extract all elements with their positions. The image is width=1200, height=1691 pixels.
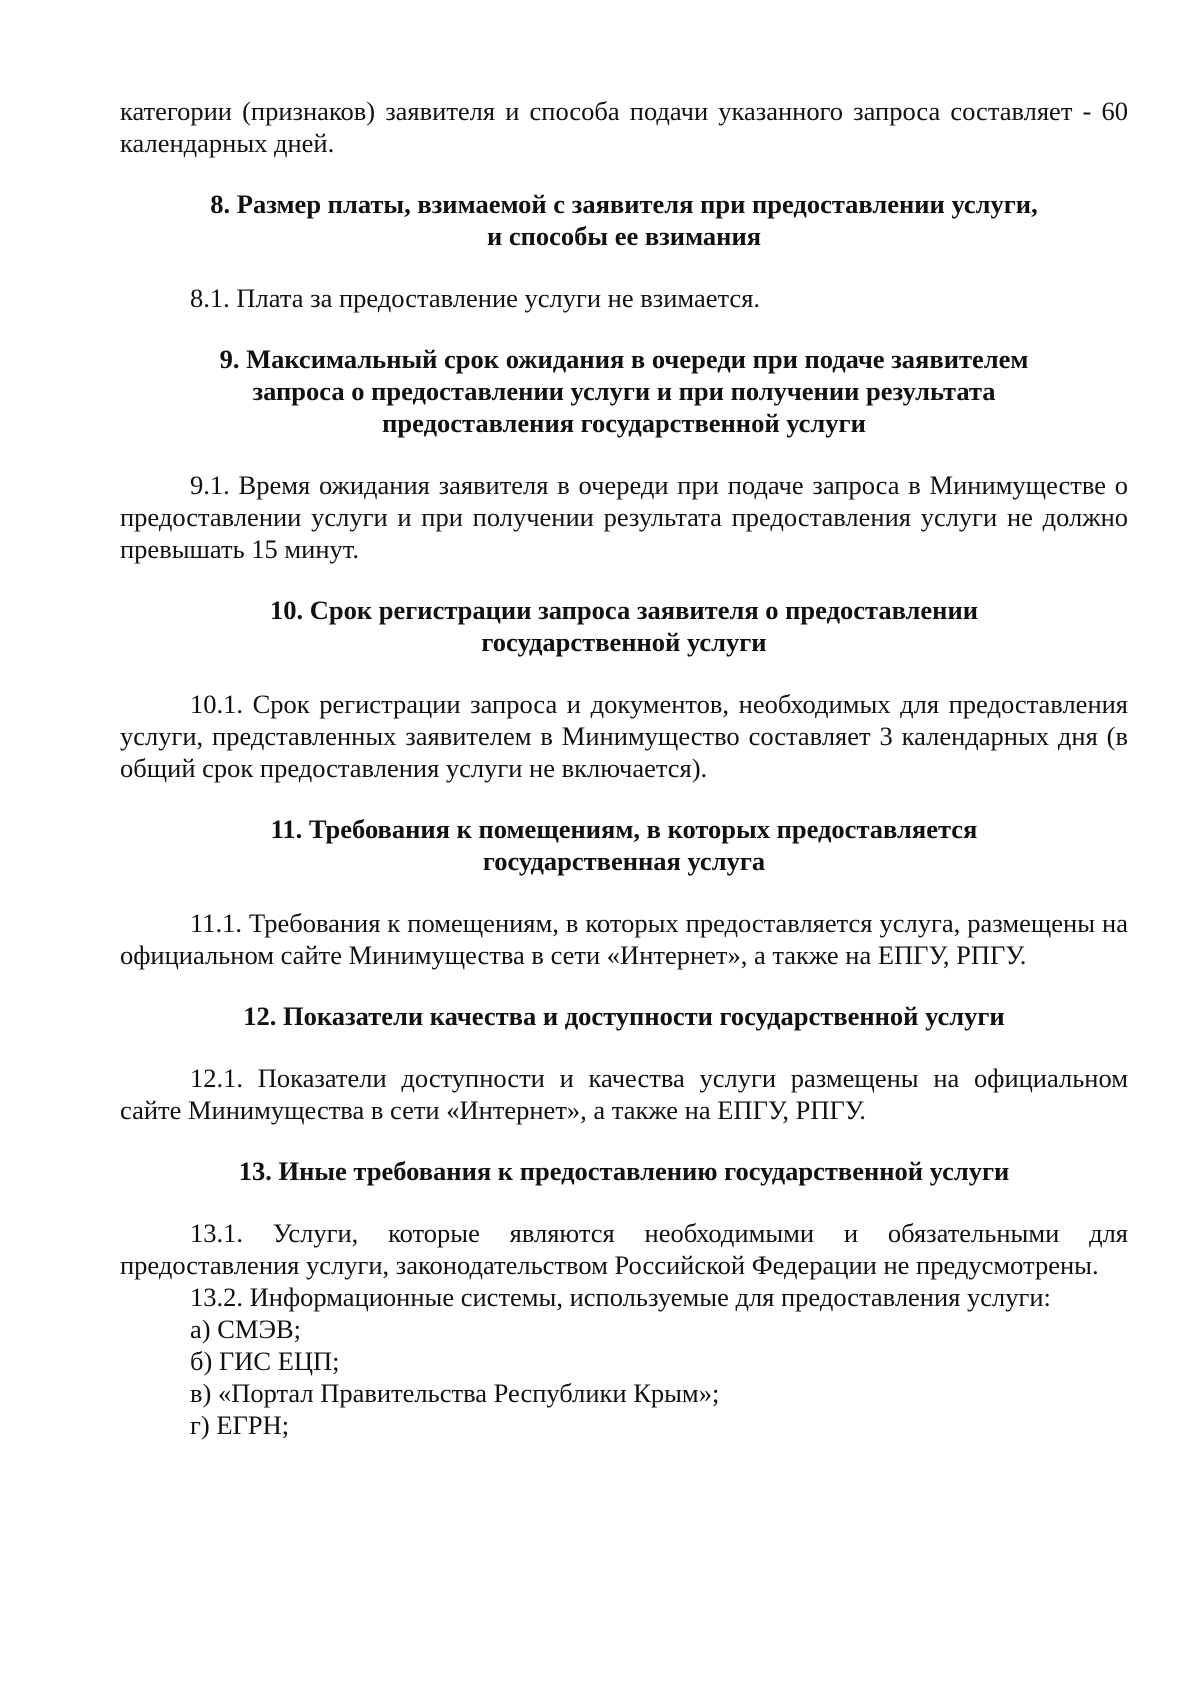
heading-line: государственная услуга <box>482 846 766 876</box>
document-body <box>120 95 1128 1441</box>
paragraph-8-1: 8.1. Плата за предоставление услуги не взимается. <box>190 283 761 313</box>
paragraph-13-1: 13.1. Услуги, которые являются необходимыми и обязательными для предоставления услуги, законодательством Российской Федерации не предусмотрены. <box>120 1218 1128 1280</box>
list-item: б) ГИС ЕЦП; <box>190 1346 340 1376</box>
list-item: г) ЕГРН; <box>190 1410 290 1440</box>
section-10-heading <box>120 594 1128 658</box>
heading-line: 12. Показатели качества и доступности государственной услуги <box>243 1001 1005 1031</box>
paragraph-10-1: 10.1. Срок регистрации запроса и документов, необходимых для предоставления услуги, представленных заявителем в Минимущество составляет 3 календарных дня (в общий срок предоставления услуги не включается). <box>120 689 1128 783</box>
heading-line: и способы ее взимания <box>486 221 762 251</box>
list-item: а) СМЭВ; <box>190 1314 301 1344</box>
paragraph-9-1: 9.1. Время ожидания заявителя в очереди при подаче запроса в Минимуществе о предоставлении услуги и при получении результата предоставления услуги не должно превышать 15 минут. <box>120 470 1128 564</box>
intro-paragraph: категории (признаков) заявителя и способа подачи указанного запроса составляет - 60 календарных дней. <box>120 96 1128 158</box>
heading-line: запроса о предоставлении услуги и при получении результата <box>252 376 996 406</box>
heading-line: 11. Требования к помещениям, в которых предоставляется <box>270 814 978 844</box>
heading-line: государственной услуги <box>481 627 767 657</box>
heading-line: 9. Максимальный срок ожидания в очереди при подаче заявителем <box>219 344 1029 374</box>
paragraph-13-2: 13.2. Информационные системы, используемые для предоставления услуги: <box>190 1282 1051 1312</box>
heading-line: 8. Размер платы, взимаемой с заявителя при предоставлении услуги, <box>210 189 1038 219</box>
heading-line: 10. Срок регистрации запроса заявителя о предоставлении <box>270 595 978 625</box>
heading-line: предоставления государственной услуги <box>382 408 866 438</box>
paragraph-11-1: 11.1. Требования к помещениям, в которых предоставляется услуга, размещены на официальном сайте Минимущества в сети «Интернет», а также на ЕПГУ, РПГУ. <box>120 908 1128 970</box>
paragraph-12-1: 12.1. Показатели доступности и качества услуги размещены на официальном сайте Минимущества в сети «Интернет», а также на ЕПГУ, РПГУ. <box>120 1063 1128 1125</box>
list-item: в) «Портал Правительства Республики Крым»; <box>190 1378 720 1408</box>
section-12-heading <box>120 1000 1128 1032</box>
section-13-heading <box>120 1155 1128 1187</box>
section-9-heading <box>120 343 1128 439</box>
section-11-heading <box>120 813 1128 877</box>
heading-line: 13. Иные требования к предоставлению государственной услуги <box>238 1156 1010 1186</box>
section-8-heading <box>120 188 1128 252</box>
